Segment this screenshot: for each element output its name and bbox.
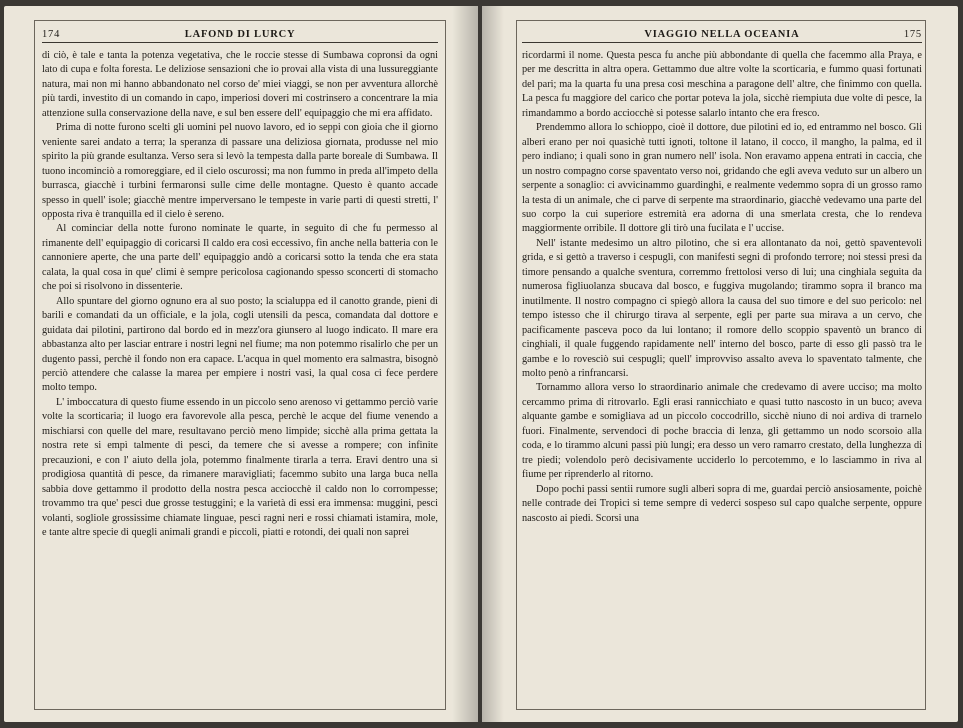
right-page-number: 175	[903, 29, 922, 40]
left-page-number: 174	[42, 29, 61, 40]
left-page-header	[42, 6, 438, 43]
right-page	[482, 6, 958, 722]
paragraph: di ciò, è tale e tanta la potenza vegetativa, che le roccie stesse di Sumbawa copronsi da ogni lato di cupa e folta foresta. Le deliziose sensazioni che io provai alla vista di una lussureggiante natura, mai non mi hanno abbandonato nel corso de' miei viaggi, se non per avventura allorchè più tardi, investito di un comando in capo, imperiosi doveri mi costrinsero a concentrare la mia attenzione sulla conservazione della nave, e sul ben essere dell' equipaggio che mi era affidato.	[42, 50, 438, 119]
paragraph: L' imboccatura di questo fiume essendo in un piccolo seno arenoso vi gettammo perciò varie volte la scorticaria; il luogo era favorevole alla pesca, perchè le acque del fiume venendo a mischiarsi con quelle del mare, resultavano perciò meno limpide; sicchè alla prima gettata la nostra rete si empì talmente di pesci, da temere che si avesse a rompere; con infinite precauzioni, e con l' aiuto della jola, potemmo finalmente tirarla a terra. Eravi dentro una sì prodigiosa quantità di pesce, da rimanere maravigliati; facemmo subito una larga buca nella sabbia dove gettammo il prodotto della nostra pesca acciocchè il caldo non lo corrompesse; trovammo tra que' pesci due grosse testuggini; e la varietà di essi era immensa: muggini, pesci volanti, sogliole grossissime chiamate linguae, pesci ragni neri e rossi chiamati istamira, mole, e tante altre specie di quegli animali grandi e piccoli, piatti e rotondi, dei quali non saprei	[42, 396, 438, 538]
left-page	[4, 6, 478, 722]
paragraph: Al cominciar della notte furono nominate le quarte, in seguito di che fu permesso al rimanente dell' equipaggio di coricarsi Il caldo era così eccessivo, fin anche nella batteria con le cannoniere aperte, che una parte dell' equipaggio andò a coricarsi sotto la tenda che era stata calata, la qual cosa in que' climi è sempre pericolosa cagionando spesso sconcerti di stomacho che poi si risolvono in dissenterie.	[42, 223, 438, 293]
gutter-shadow-left	[452, 6, 478, 722]
left-page-text	[42, 49, 438, 540]
paragraph: ricordarmi il nome. Questa pesca fu anche più abbondante di quella che facemmo alla Praya, e per me descritta in altra opera. Gettammo due altre volte la scorticaria, e fummo quasi fortunati del pari; ma la quarta fu una presa così meschina a paragone dell' altre, che finimmo con quella. La pesca fu maggiore del carico che portar poteva la jola, sicchè riempiuta due volte di pesce, la rimandammo a bordo acciocchè si potesse salarlo intanto che era fresco.	[522, 50, 922, 119]
paragraph: Nell' istante medesimo un altro pilotino, che si era allontanato da noi, gettò spaventevoli grida, e si gettò a traverso i cespugli, con manifesti segni di profondo terrore; noi stessi presi da timore pensando a qualche sventura, corremmo frettolosi verso di lui; una cinghiala seguita da numerosa figliuolanza sbucava dal bosco, e fuggiva mugolando; tirammo sopra il branco ma inutilmente. Il nostro compagno ci spiegò allora la causa del suo timore e del suo pericolo: nel tempo istesso che il chirurgo tirava al serpente, egli per parte sua mirava a un cervo, che pacificamente pasceva poco da lui lontano; il romore dello scoppio spaventò un branco di cinghiali, il quale fuggendo rapidamente nell' interno del bosco, parte di esso gli passò tra le gambe e lo rovesciò sui cespugli; quell' improvviso assalto aveva lo spaventato talmente, che molto penò a rinfrancarsi.	[522, 237, 922, 379]
gutter-shadow-right	[482, 6, 504, 722]
paragraph: Allo spuntare del giorno ognuno era al suo posto; la scialuppa ed il canotto grande, pieni di barili e comandati da un officiale, e la jola, cogli utensili da pesca, comandata dal dottore e guidata dai pilotini, partirono dal bordo ed in mezz'ora giunsero al luogo indicato. Il mare era abbastanza alto per lasciar entrare i nostri legni nel fiume; ma non potemmo risalirlo che per un dugento passi, perchè il fondo non era capace. L'acqua in quel momento era salmastra, bisognò perciò attendere che calasse la marea per empiere i nostri vasi, la qual cosa ci fece perdere molto tempo.	[42, 295, 438, 394]
right-page-text	[522, 49, 922, 526]
right-running-head: VIAGGIO NELLA OCEANIA	[644, 29, 800, 40]
left-running-head: LAFOND DI LURCY	[184, 29, 296, 40]
right-page-header	[522, 6, 922, 43]
paragraph: Prima di notte furono scelti gli uomini pel nuovo lavoro, ed io seppi con gioia che il giorno veniente sarei andato a terra; la speranza di passare una deliziosa giornata, produsse nel mio spirito la più grande esultanza. Verso sera si levò la tempesta dalla parte boreale di Sumbawa. Il tuono incominciò a romoreggiare, ed il cielo oscurossi; ma non fummo in preda all'impeto della burrasca, giacchè i turbini fermaronsi sulle cime delle montagne. Questo è quanto accade spesso in quell' isole; giacchè mentre imperversano le tempeste in varie parti di questi stretti, l' opposta riva è tranquilla ed il cielo è sereno.	[42, 122, 438, 220]
paragraph: Dopo pochi passi sentii rumore sugli alberi sopra di me, guardai perciò ansiosamente, poichè nelle contrade dei Tropici si teme sempre di vederci sospeso sul capo qualche serpente, oppure nascosto ai piedi. Scorsi una	[522, 483, 922, 524]
paragraph: Tornammo allora verso lo straordinario animale che credevamo di avere ucciso; ma molto cercammo prima di ritrovarlo. Egli erasi rannicchiato e quasi tutto nascosto in un buco; aveva alquante gambe e somigliava ad un piccolo coccodrillo, sicchè niuno di noi ardiva di trarnelo fuori. Finalmente, servendoci di poche braccia di lenza, gli gettammo un nodo scorsoio alla coda, e lo tirammo alcuni passi più lungi; era desso un vero ramarro crestato, della lunghezza di tre piedi; volendolo però decisivamente ucciderlo lo percotemmo, e lo lasciammo in riva al fiume per riprenderlo al ritorno.	[522, 382, 922, 481]
paragraph: Prendemmo allora lo schioppo, cioè il dottore, due pilotini ed io, ed entrammo nel bosco. Gli alberi erano per noi quasichè tutti ignoti, toltone il latano, il cocco, il mangho, la palma, ed il pero indiano; i quali sono in gran numero nell' isola. Non eravamo appena entrati in caccia, che un nostro compagno corse spaventato verso noi, gridando che egli aveva veduto sur un albero un serpente a sonaglio: ci avvicinammo guardinghi, e realmente vedemmo sopra di un grosso ramo la testa di un animale, che ci parve di serpente ma straordinario, giacchè vedevamo una parte del suo corpo la cui superiore estremità era adorna di una smerlata cresta, che lo rendeva maggiormente orribile. Il dottore gli tirò una fucilata e l' uccise.	[522, 122, 922, 235]
